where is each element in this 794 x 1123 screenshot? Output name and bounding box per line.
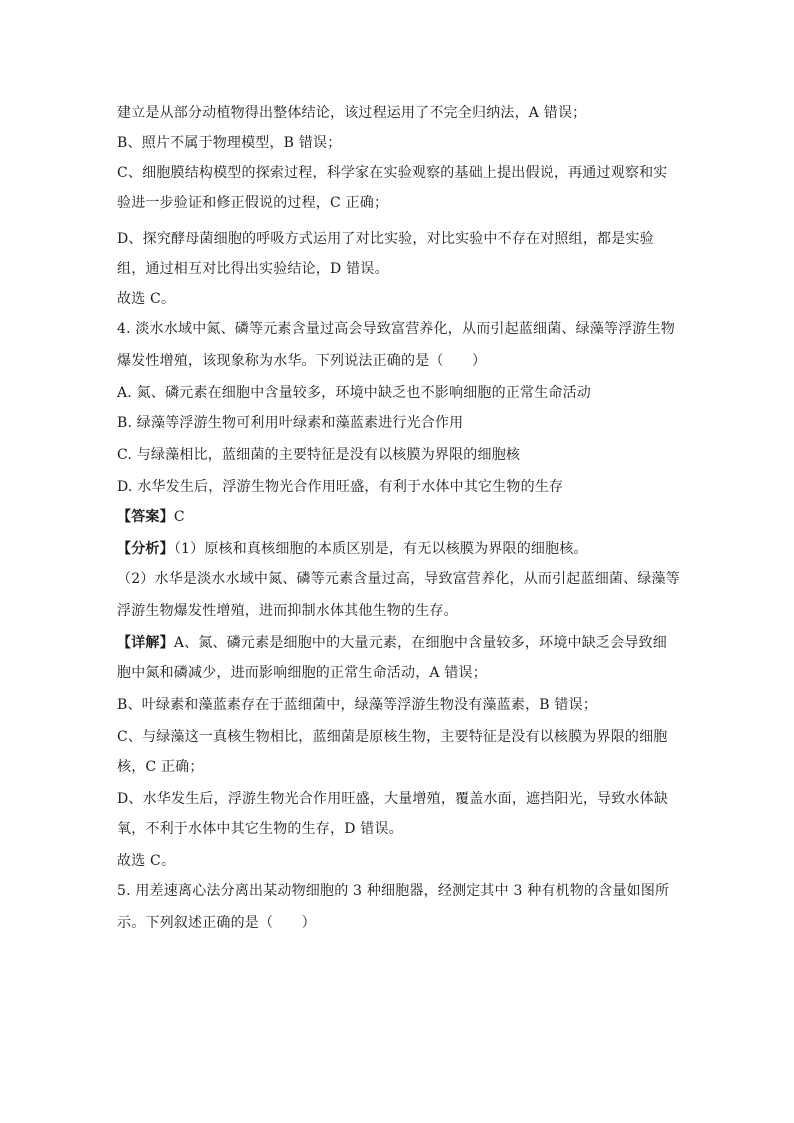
text-line: B、叶绿素和藻蓝素存在于蓝细菌中，绿藻等浮游生物没有藻蓝素，B 错误；: [117, 697, 598, 713]
option-c: C. 与绿藻相比，蓝细菌的主要特征是没有以核膜为界限的细胞核: [117, 447, 521, 463]
text-line: 故选 C。: [117, 291, 176, 307]
text-line: D、探究酵母菌细胞的呼吸方式运用了对比实验，对比实验中不存在对照组，都是实验: [117, 231, 654, 247]
question-5-stem: 5. 用差速离心法分离出某动物细胞的 3 种细胞器，经测定其中 3 种有机物的含量如图所: [117, 883, 670, 899]
text-line: 胞中氮和磷减少，进而影响细胞的正常生命活动，A 错误；: [117, 665, 487, 681]
analysis-line: [117, 540, 588, 558]
answer-line: [117, 508, 185, 526]
detail-label: 【详解】: [117, 635, 174, 651]
text-line: 验进一步验证和修正假说的过程，C 正确；: [117, 195, 389, 211]
option-d: D. 水华发生后，浮游生物光合作用旺盛，有利于水体中其它生物的生存: [117, 479, 564, 495]
text-line: C、细胞膜结构模型的探索过程，科学家在实验观察的基础上提出假说，再通过观察和实: [117, 165, 668, 181]
answer-value: C: [173, 509, 185, 525]
question-4-stem: 爆发性增殖，该现象称为水华。下列说法正确的是（ ）: [117, 353, 487, 369]
text-line: 氧，不利于水体中其它生物的生存，D 错误。: [117, 821, 403, 837]
option-a: A. 氮、磷元素在细胞中含量较多，环境中缺乏也不影响细胞的正常生命活动: [117, 385, 592, 401]
question-4-stem: 4. 淡水水域中氮、磷等元素含量过高会导致富营养化，从而引起蓝细菌、绿藻等浮游生物: [117, 321, 676, 337]
text-line: 组，通过相互对比得出实验结论，D 错误。: [117, 261, 389, 277]
option-b: B. 绿藻等浮游生物可利用叶绿素和藻蓝素进行光合作用: [117, 415, 464, 431]
text-line: 核，C 正确；: [117, 759, 204, 775]
analysis-label: 【分析】: [117, 541, 174, 557]
text-line: 浮游生物爆发性增殖，进而抑制水体其他生物的生存。: [117, 603, 458, 619]
text-line: 故选 C。: [117, 853, 176, 869]
answer-label: 【答案】: [117, 509, 174, 525]
text-line: 建立是从部分动植物得出整体结论，该过程运用了不完全归纳法，A 错误；: [117, 105, 587, 121]
analysis-text: （1）原核和真核细胞的本质区别是，有无以核膜为界限的细胞核。: [173, 541, 588, 557]
text-line: C、与绿藻这一真核生物相比，蓝细菌是原核生物，主要特征是没有以核膜为界限的细胞: [117, 729, 668, 745]
detail-line: [117, 634, 667, 652]
text-line: B、照片不属于物理模型，B 错误；: [117, 135, 342, 151]
question-5-stem: 示。下列叙述正确的是（ ）: [117, 915, 316, 931]
detail-text: A、氮、磷元素是细胞中的大量元素，在细胞中含量较多，环境中缺乏会导致细: [173, 635, 667, 651]
text-line: D、水华发生后，浮游生物光合作用旺盛，大量增殖，覆盖水面，遮挡阳光，导致水体缺: [117, 791, 669, 807]
text-line: （2）水华是淡水水域中氮、磷等元素含量过高，导致富营养化，从而引起蓝细菌、绿藻等: [117, 571, 680, 587]
